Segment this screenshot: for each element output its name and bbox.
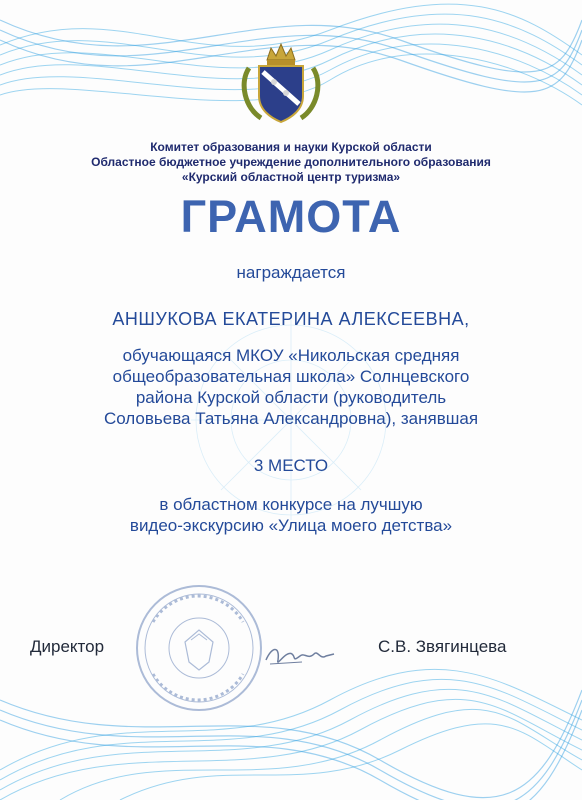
director-label: Директор xyxy=(30,637,105,656)
description-line: общеобразовательная школа» Солнцевского xyxy=(112,367,470,386)
contest-block xyxy=(20,494,562,536)
description-line: Соловьева Татьяна Александровна), занявшая xyxy=(103,409,479,428)
organization-line-2: Областное бюджетное учреждение дополнительного образования xyxy=(91,155,491,169)
place-text: 3 МЕСТО xyxy=(253,456,329,475)
contest-line: в областном конкурсе на лучшую xyxy=(159,495,423,514)
signer-name: С.В. Звягинцева xyxy=(378,637,507,656)
round-seal-stamp-icon xyxy=(133,582,265,714)
awarded-text: награждается xyxy=(236,263,346,282)
contest-line: видео-экскурсию «Улица моего детства» xyxy=(129,516,453,535)
organization-line-1: Комитет образования и науки Курской области xyxy=(150,140,432,154)
coat-of-arms-emblem-icon xyxy=(239,38,323,126)
organization-line-3: «Курский областной центр туризма» xyxy=(181,170,401,184)
handwritten-signature-icon xyxy=(262,640,342,670)
description-line: района Курской области (руководитель xyxy=(135,388,447,407)
description-block xyxy=(20,345,562,429)
description-line: обучающаяся МКОУ «Никольская средняя xyxy=(122,346,460,365)
certificate-title: ГРАМОТА xyxy=(180,191,402,242)
recipient-name: АНШУКОВА ЕКАТЕРИНА АЛЕКСЕЕВНА, xyxy=(112,309,470,329)
